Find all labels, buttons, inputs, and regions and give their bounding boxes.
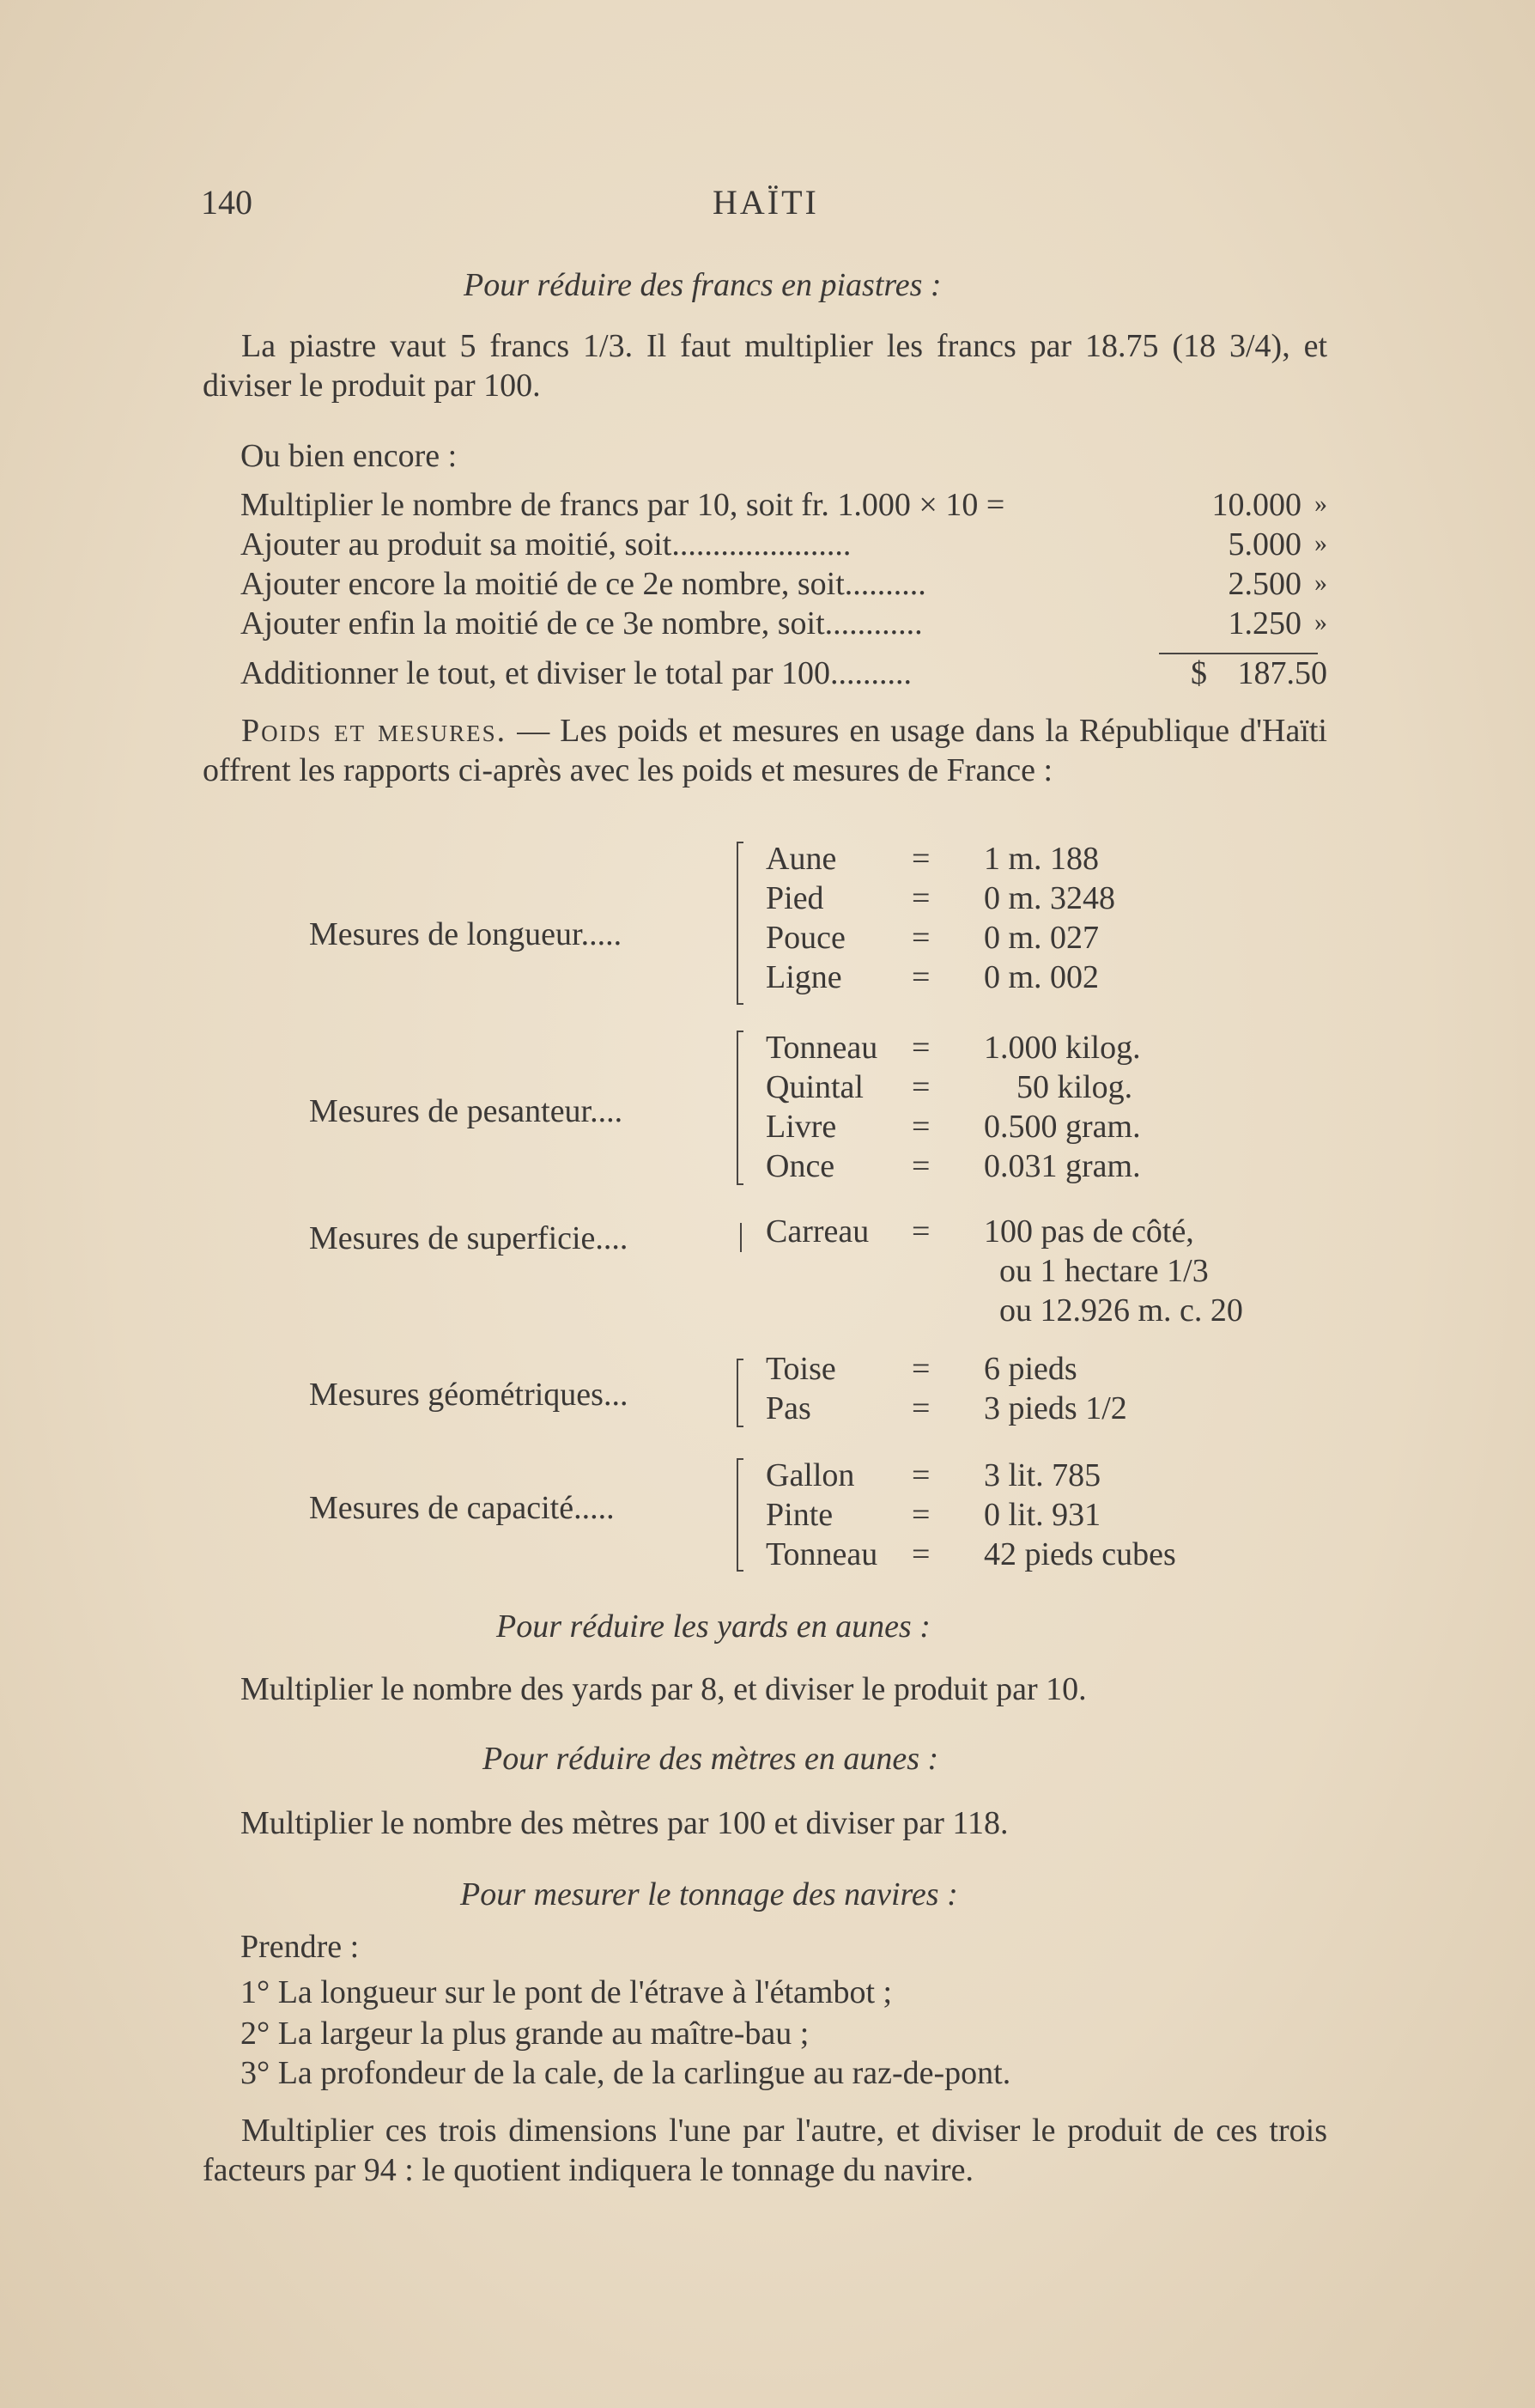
bar-mark [740, 1223, 742, 1252]
measure-eq: = [912, 1030, 931, 1066]
calc-unit: » [1314, 608, 1327, 636]
calc-unit: » [1314, 569, 1327, 597]
measure-eq: = [912, 959, 931, 995]
list-item: 1° La longueur sur le pont de l'étrave à l'étambot ; [240, 1974, 893, 2010]
measure-eq: = [912, 1497, 931, 1533]
measure-unit: Pas [766, 1390, 811, 1426]
measure-unit: Pied [766, 880, 824, 916]
page-number: 140 [201, 183, 252, 222]
measure-unit: Gallon [766, 1457, 855, 1493]
total-label: Additionner le tout, et diviser le total par 100.......... [240, 655, 913, 691]
measure-eq: = [912, 1390, 931, 1426]
measure-unit: Tonneau [766, 1536, 878, 1572]
measure-eq: = [912, 1148, 931, 1184]
calc-label: Ajouter encore la moitié de ce 2e nombre, soit.......... [240, 566, 926, 602]
measure-eq: = [912, 920, 931, 956]
section-title-tonnage: Pour mesurer le tonnage des navires : [460, 1876, 958, 1912]
measure-eq: = [912, 1457, 931, 1493]
measure-eq: = [912, 1069, 931, 1105]
measure-value: 0 m. 002 [984, 959, 1100, 995]
group-capacite: Mesures de capacité..... [309, 1490, 615, 1526]
measure-unit: Quintal [766, 1069, 864, 1105]
measure-value: 0 lit. 931 [984, 1497, 1101, 1533]
calc-value: 2.500 [1228, 566, 1301, 602]
measure-value: 3 lit. 785 [984, 1457, 1101, 1493]
calc-value: 5.000 [1228, 526, 1301, 562]
calc-row-4 [240, 605, 1327, 644]
measure-value: 0 m. 3248 [984, 880, 1116, 916]
measure-unit: Once [766, 1148, 835, 1184]
measure-value: 42 pieds cubes [984, 1536, 1176, 1572]
calc-label: Ajouter au produit sa moitié, soit...................... [240, 526, 852, 562]
group-pesanteur: Mesures de pesanteur.... [309, 1093, 623, 1129]
calc-row-1 [240, 486, 1327, 526]
measure-unit: Toise [766, 1351, 836, 1387]
measure-value: 3 pieds 1/2 [984, 1390, 1127, 1426]
measure-eq: = [912, 841, 931, 877]
section-title-francs-piastres: Pour réduire des francs en piastres : [464, 267, 942, 303]
calc-total [240, 654, 1327, 694]
tonnage-conclusion: Multiplier ces trois dimensions l'une par l'autre, et diviser le produit de ces trois facteurs par 94 : le quotient indiquera le tonnage du navire. [203, 2113, 1327, 2188]
poids-mesures-text: — Les poids et mesures en usage dans la République d'Haïti offrent les rapports ci-après avec les poids et mesures de France : [203, 713, 1327, 788]
measure-eq: = [912, 1213, 931, 1250]
brace [737, 1031, 750, 1185]
calc-label: Ajouter enfin la moitié de ce 3e nombre, soit............ [240, 605, 923, 642]
measure-value: 0 m. 027 [984, 920, 1100, 956]
piastre-intro: La piastre vaut 5 francs 1/3. Il faut multiplier les francs par 18.75 (18 3/4), et diviser le produit par 100. [203, 328, 1327, 404]
measure-unit: Ligne [766, 959, 842, 995]
measure-unit: Carreau [766, 1213, 870, 1250]
total-currency: $ [1191, 655, 1207, 691]
poids-mesures-paragraph [203, 711, 1327, 790]
group-superficie: Mesures de superficie.... [309, 1220, 628, 1256]
measure-unit: Tonneau [766, 1030, 878, 1066]
group-longueur: Mesures de longueur..... [309, 916, 622, 952]
measure-value: 0.500 gram. [984, 1109, 1141, 1145]
brace [737, 1458, 750, 1572]
measure-value: 0.031 gram. [984, 1148, 1141, 1184]
list-item: 2° La largeur la plus grande au maître-bau ; [240, 2016, 810, 2052]
measure-unit: Livre [766, 1109, 837, 1145]
measure-eq: = [912, 1109, 931, 1145]
section-title-yards-aunes: Pour réduire les yards en aunes : [496, 1608, 931, 1645]
calc-row-3 [240, 565, 1327, 605]
measure-value: 1 m. 188 [984, 841, 1100, 877]
prendre-label: Prendre : [240, 1929, 360, 1965]
calc-label: Multiplier le nombre de francs par 10, soit fr. 1.000 × 10 = [240, 487, 1005, 523]
measure-value: 50 kilog. [984, 1069, 1133, 1105]
measure-eq: = [912, 1351, 931, 1387]
measure-unit: Pouce [766, 920, 846, 956]
calc-value: 10.000 [1211, 487, 1301, 523]
brace [737, 842, 750, 1005]
measure-unit: Pinte [766, 1497, 834, 1533]
section-title-metres-aunes: Pour réduire des mètres en aunes : [482, 1741, 939, 1777]
metres-aunes-text: Multiplier le nombre des mètres par 100 et diviser par 118. [240, 1805, 1009, 1841]
calc-row-2 [240, 526, 1327, 565]
yards-aunes-text: Multiplier le nombre des yards par 8, et diviser le produit par 10. [240, 1671, 1087, 1707]
calc-value: 1.250 [1228, 605, 1301, 642]
measure-eq: = [912, 880, 931, 916]
total-value: 187.50 [1237, 655, 1327, 691]
measure-value: 100 pas de côté, [984, 1213, 1194, 1250]
list-item: 3° La profondeur de la cale, de la carlingue au raz-de-pont. [240, 2055, 1011, 2091]
poids-mesures-heading: Poids et mesures. [241, 713, 507, 749]
group-geometriques: Mesures géométriques... [309, 1377, 628, 1413]
calc-unit: » [1314, 490, 1327, 518]
measure-unit: Aune [766, 841, 837, 877]
alt-method: Ou bien encore : [240, 438, 458, 474]
measure-value: ou 12.926 m. c. 20 [999, 1292, 1243, 1329]
measure-value: 6 pieds [984, 1351, 1077, 1387]
running-title: HAÏTI [713, 183, 819, 222]
measure-value: 1.000 kilog. [984, 1030, 1141, 1066]
measure-value: ou 1 hectare 1/3 [999, 1253, 1209, 1289]
measure-eq: = [912, 1536, 931, 1572]
brace [737, 1359, 750, 1427]
calc-unit: » [1314, 529, 1327, 557]
